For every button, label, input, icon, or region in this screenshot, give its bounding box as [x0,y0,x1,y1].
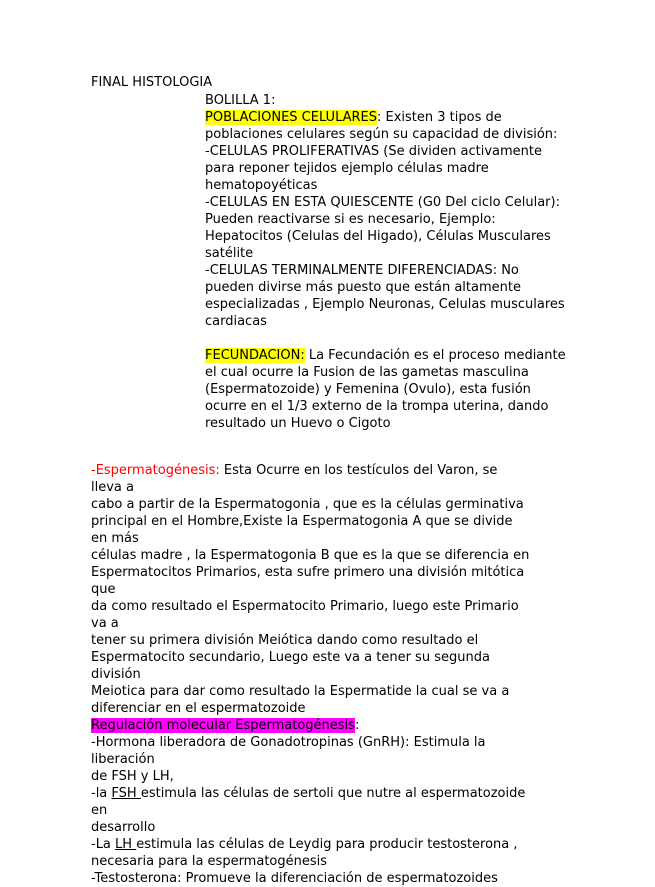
paragraph-spacer [205,330,570,347]
poblaciones-line: pueden divirse más puesto que están altamente [205,280,521,295]
gnrh-line: -Hormona liberadora de Gonadotropinas (GnRH): Estimula la liberación [91,735,486,767]
espermatogenesis-line: Espermatocito secundario, Luego este va a tener su segunda división [91,650,490,682]
poblaciones-heading: POBLACIONES CELULARES [205,110,377,125]
lh-prefix: -La [91,837,116,852]
bolilla-label: BOLILLA 1: [205,93,276,108]
espermatogenesis-line: tener su primera división Meiótica dando como resultado el [91,633,479,648]
fecundacion-line: (Espermatozoide) y Femenina (Ovulo), esta fusión [205,382,531,397]
fecundacion-line: el cual ocurre la Fusion de las gametas masculina [205,365,529,380]
indented-section [205,92,570,432]
poblaciones-line: -CELULAS TERMINALMENTE DIFERENCIADAS: No [205,263,519,278]
fsh-line-cont: desarrollo [91,820,156,835]
lh-line-cont: necesaria para la espermatogénesis [91,854,328,869]
espermatogenesis-paragraph [91,462,531,717]
poblaciones-line [205,109,570,126]
fecundacion-heading: FECUNDACION: [205,348,305,363]
poblaciones-line: para reponer tejidos ejemplo células madre [205,161,489,176]
espermatogenesis-line: Espermatocitos Primarios, esta sufre primero una división mitótica que [91,565,525,597]
regulacion-paragraph [91,717,531,887]
poblaciones-paragraph [205,109,570,330]
poblaciones-line-text: : Existen 3 tipos de [377,110,502,125]
poblaciones-line: Hepatocitos (Celulas del Higado), Células Musculares [205,229,551,244]
main-section [91,462,531,887]
lh-rest: estimula las células de Leydig para producir testosterona , [136,837,518,852]
regulacion-heading-suffix: : [354,718,360,733]
poblaciones-line: Pueden reactivarse si es necesario, Ejemplo: [205,212,496,227]
espermatogenesis-line: da como resultado el Espermatocito Primario, luego este Primario va a [91,599,519,631]
fsh-rest: estimula las células de sertoli que nutre al espermatozoide en [91,786,526,818]
espermatogenesis-line: células madre , la Espermatogonia B que es la que se diferencia en [91,548,530,563]
fecundacion-line: resultado un Huevo o Cigoto [205,416,391,431]
fsh-prefix: -la [91,786,112,801]
espermatogenesis-heading: -Espermatogénesis: [91,463,220,478]
fecundacion-line-text: La Fecundación es el proceso mediante [304,348,566,363]
fecundacion-paragraph [205,347,570,432]
espermatogenesis-line-text: Esta Ocurre en los testículos del Varon, se lleva a [91,463,498,495]
poblaciones-line: -CELULAS EN ESTA QUIESCENTE (G0 Del ciclo Celular): [205,195,560,210]
lh-term: LH [115,837,137,852]
poblaciones-line: hematopoyéticas [205,178,318,193]
fecundacion-line [205,347,570,364]
espermatogenesis-line: cabo a partir de la Espermatogonia , que es la células germinativa [91,497,524,512]
testosterona-line: -Testosterona: Promueve la diferenciación de espermatozoides [91,871,498,886]
poblaciones-line: -CELULAS PROLIFERATIVAS (Se dividen activamente [205,144,543,159]
lh-line [91,836,531,853]
espermatogenesis-line [91,462,531,496]
espermatogenesis-line: principal en el Hombre,Existe la Espermatogonia A que se divide en más [91,514,513,546]
espermatogenesis-line: diferenciar en el espermatozoide [91,701,306,716]
fsh-term: FSH [111,786,141,801]
regulacion-heading: Regulación molecular Espermatogénesis [91,718,355,733]
poblaciones-line: especializadas , Ejemplo Neuronas, Celulas musculares [205,297,565,312]
regulacion-heading-line [91,717,531,734]
gnrh-line: de FSH y LH, [91,769,174,784]
fecundacion-line: ocurre en el 1/3 externo de la trompa uterina, dando [205,399,549,414]
poblaciones-line: satélite [205,246,254,261]
espermatogenesis-line: Meiotica para dar como resultado la Espermatide la cual se va a [91,684,510,699]
fsh-line [91,785,531,819]
poblaciones-line: poblaciones celulares según su capacidad de división: [205,127,558,142]
document-title: FINAL HISTOLOGIA [91,75,213,90]
poblaciones-line: cardiacas [205,314,267,329]
